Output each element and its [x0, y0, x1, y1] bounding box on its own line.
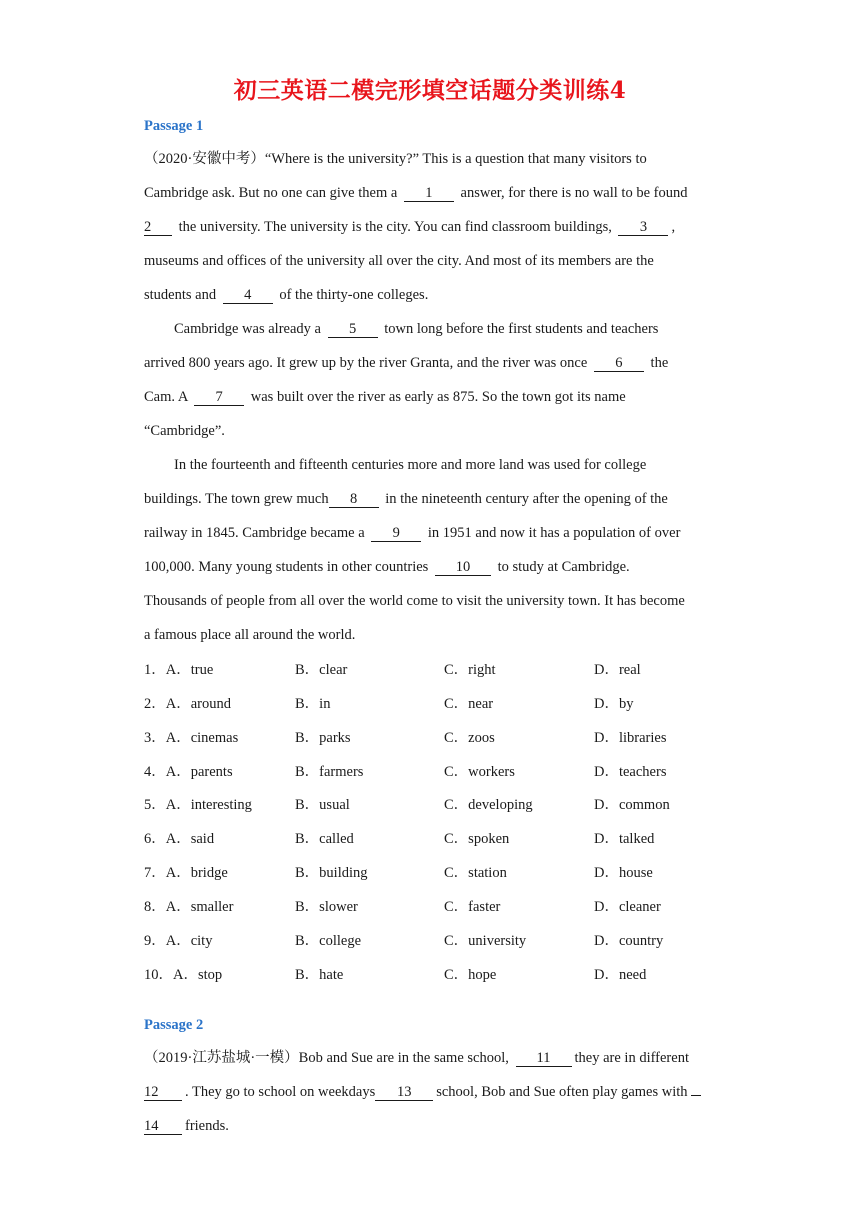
passage-1-line: museums and offices of the university all over the city. And most of its members are the — [144, 253, 654, 269]
option-c: C．university — [444, 933, 527, 949]
option-c: C．station — [444, 865, 507, 881]
passage-1-line — [144, 353, 668, 373]
passage-1-line — [144, 557, 630, 577]
question-row — [0, 726, 860, 746]
page-title: 初三英语二模完形填空话题分类训练4 — [233, 77, 627, 104]
option-a: 6．A．said — [144, 831, 215, 847]
blank-5: 5 — [328, 321, 378, 338]
passage-1-line — [144, 183, 687, 203]
passage-1-line: In the fourteenth and fifteenth centuries more and more land was used for college — [174, 457, 647, 473]
text: to study at Cambridge. — [497, 559, 630, 575]
option-d: D．need — [594, 967, 647, 983]
blank-7: 7 — [194, 389, 244, 406]
text: was built over the river as early as 875. So the town got its name — [250, 389, 626, 405]
option-a: 5．A．interesting — [144, 797, 252, 813]
blank-10: 10 — [435, 559, 491, 576]
text: of the thirty-one colleges. — [279, 287, 429, 303]
option-d: D．by — [594, 696, 634, 712]
option-b: B．usual — [295, 797, 350, 813]
source-tag: （2020·安徽中考） — [144, 151, 265, 167]
passage-1-line — [144, 149, 647, 169]
text: “Where is the university?” This is a question that many visitors to — [264, 151, 647, 167]
blank-4: 4 — [223, 287, 273, 304]
option-b: B．building — [295, 865, 368, 881]
option-d: D．house — [594, 865, 653, 881]
text: . They go to school on weekdays — [185, 1084, 376, 1100]
question-row — [0, 827, 860, 847]
text: the university. The university is the city. You can find classroom buildings, — [178, 219, 612, 235]
text: the — [650, 355, 669, 371]
option-c: C．right — [444, 662, 496, 678]
option-a: 2．A．around — [144, 696, 231, 712]
option-d: D．libraries — [594, 730, 667, 746]
option-b: B．hate — [295, 967, 344, 983]
passage-1-line: a famous place all around the world. — [144, 627, 356, 643]
blank-6: 6 — [594, 355, 644, 372]
option-d: D．country — [594, 933, 664, 949]
option-d: D．cleaner — [594, 899, 661, 915]
text: students and — [144, 287, 217, 303]
source-tag: （2019·江苏盐城·一模） — [144, 1050, 299, 1066]
text: they are in different — [574, 1050, 689, 1066]
text: , — [671, 219, 676, 235]
option-c: C．near — [444, 696, 494, 712]
passage-1-line — [144, 285, 428, 305]
trailing-underline — [691, 1095, 701, 1096]
passage-1-line — [174, 319, 658, 339]
text: buildings. The town grew much — [144, 491, 329, 507]
option-b: B．slower — [295, 899, 358, 915]
option-a: 10．A．stop — [144, 967, 223, 983]
text: friends. — [185, 1118, 229, 1134]
option-a: 1．A．true — [144, 662, 214, 678]
blank-3: 3 — [618, 219, 668, 236]
text: in 1951 and now it has a population of over — [427, 525, 681, 541]
text: arrived 800 years ago. It grew up by the river Granta, and the river was once — [144, 355, 588, 371]
passage-2-label: Passage 2 — [144, 1017, 204, 1033]
passage-1-line: Thousands of people from all over the world come to visit the university town. It has become — [144, 593, 685, 609]
question-row — [0, 895, 860, 915]
text: Cam. A — [144, 389, 188, 405]
text: in the nineteenth century after the opening of the — [385, 491, 668, 507]
option-c: C．spoken — [444, 831, 510, 847]
option-d: D．talked — [594, 831, 655, 847]
question-row — [0, 760, 860, 780]
text: 100,000. Many young students in other countries — [144, 559, 429, 575]
passage-2-line — [144, 1082, 701, 1102]
blank-8: 8 — [329, 491, 379, 508]
question-row — [0, 929, 860, 949]
option-a: 8．A．smaller — [144, 899, 234, 915]
question-row — [0, 861, 860, 881]
option-c: C．hope — [444, 967, 497, 983]
blank-1: 1 — [404, 185, 454, 202]
question-row — [0, 793, 860, 813]
text: school, Bob and Sue often play games with — [436, 1084, 688, 1100]
option-b: B．farmers — [295, 764, 364, 780]
passage-1-label: Passage 1 — [144, 118, 204, 134]
text: answer, for there is no wall to be found — [460, 185, 688, 201]
option-d: D．teachers — [594, 764, 667, 780]
text: Bob and Sue are in the same school, — [298, 1050, 509, 1066]
option-d: D．real — [594, 662, 641, 678]
passage-2-line — [144, 1116, 229, 1136]
option-a: 7．A．bridge — [144, 865, 228, 881]
passage-1-line — [144, 489, 668, 509]
option-c: C．developing — [444, 797, 533, 813]
blank-9: 9 — [371, 525, 421, 542]
option-a: 4．A．parents — [144, 764, 233, 780]
text: Cambridge ask. But no one can give them a — [144, 185, 398, 201]
option-a: 9．A．city — [144, 933, 213, 949]
option-b: B．parks — [295, 730, 351, 746]
option-c: C．workers — [444, 764, 515, 780]
question-row — [0, 963, 860, 983]
question-row — [0, 658, 860, 678]
passage-2-line — [144, 1048, 689, 1068]
option-b: B．college — [295, 933, 362, 949]
text: railway in 1845. Cambridge became a — [144, 525, 365, 541]
blank-12: 12 — [144, 1084, 182, 1101]
question-row — [0, 692, 860, 712]
option-c: C．zoos — [444, 730, 495, 746]
blank-2: 2 — [144, 219, 172, 236]
option-d: D．common — [594, 797, 670, 813]
option-b: B．in — [295, 696, 331, 712]
blank-11: 11 — [516, 1050, 572, 1067]
option-b: B．clear — [295, 662, 348, 678]
text: town long before the first students and teachers — [384, 321, 659, 337]
passage-1-line: “Cambridge”. — [144, 423, 225, 439]
blank-14: 14 — [144, 1118, 182, 1135]
passage-1-line — [144, 523, 680, 543]
text: Cambridge was already a — [174, 321, 321, 337]
option-a: 3．A．cinemas — [144, 730, 239, 746]
passage-1-line — [144, 217, 675, 237]
passage-1-line — [144, 387, 626, 407]
option-b: B．called — [295, 831, 354, 847]
option-c: C．faster — [444, 899, 501, 915]
blank-13: 13 — [375, 1084, 433, 1101]
